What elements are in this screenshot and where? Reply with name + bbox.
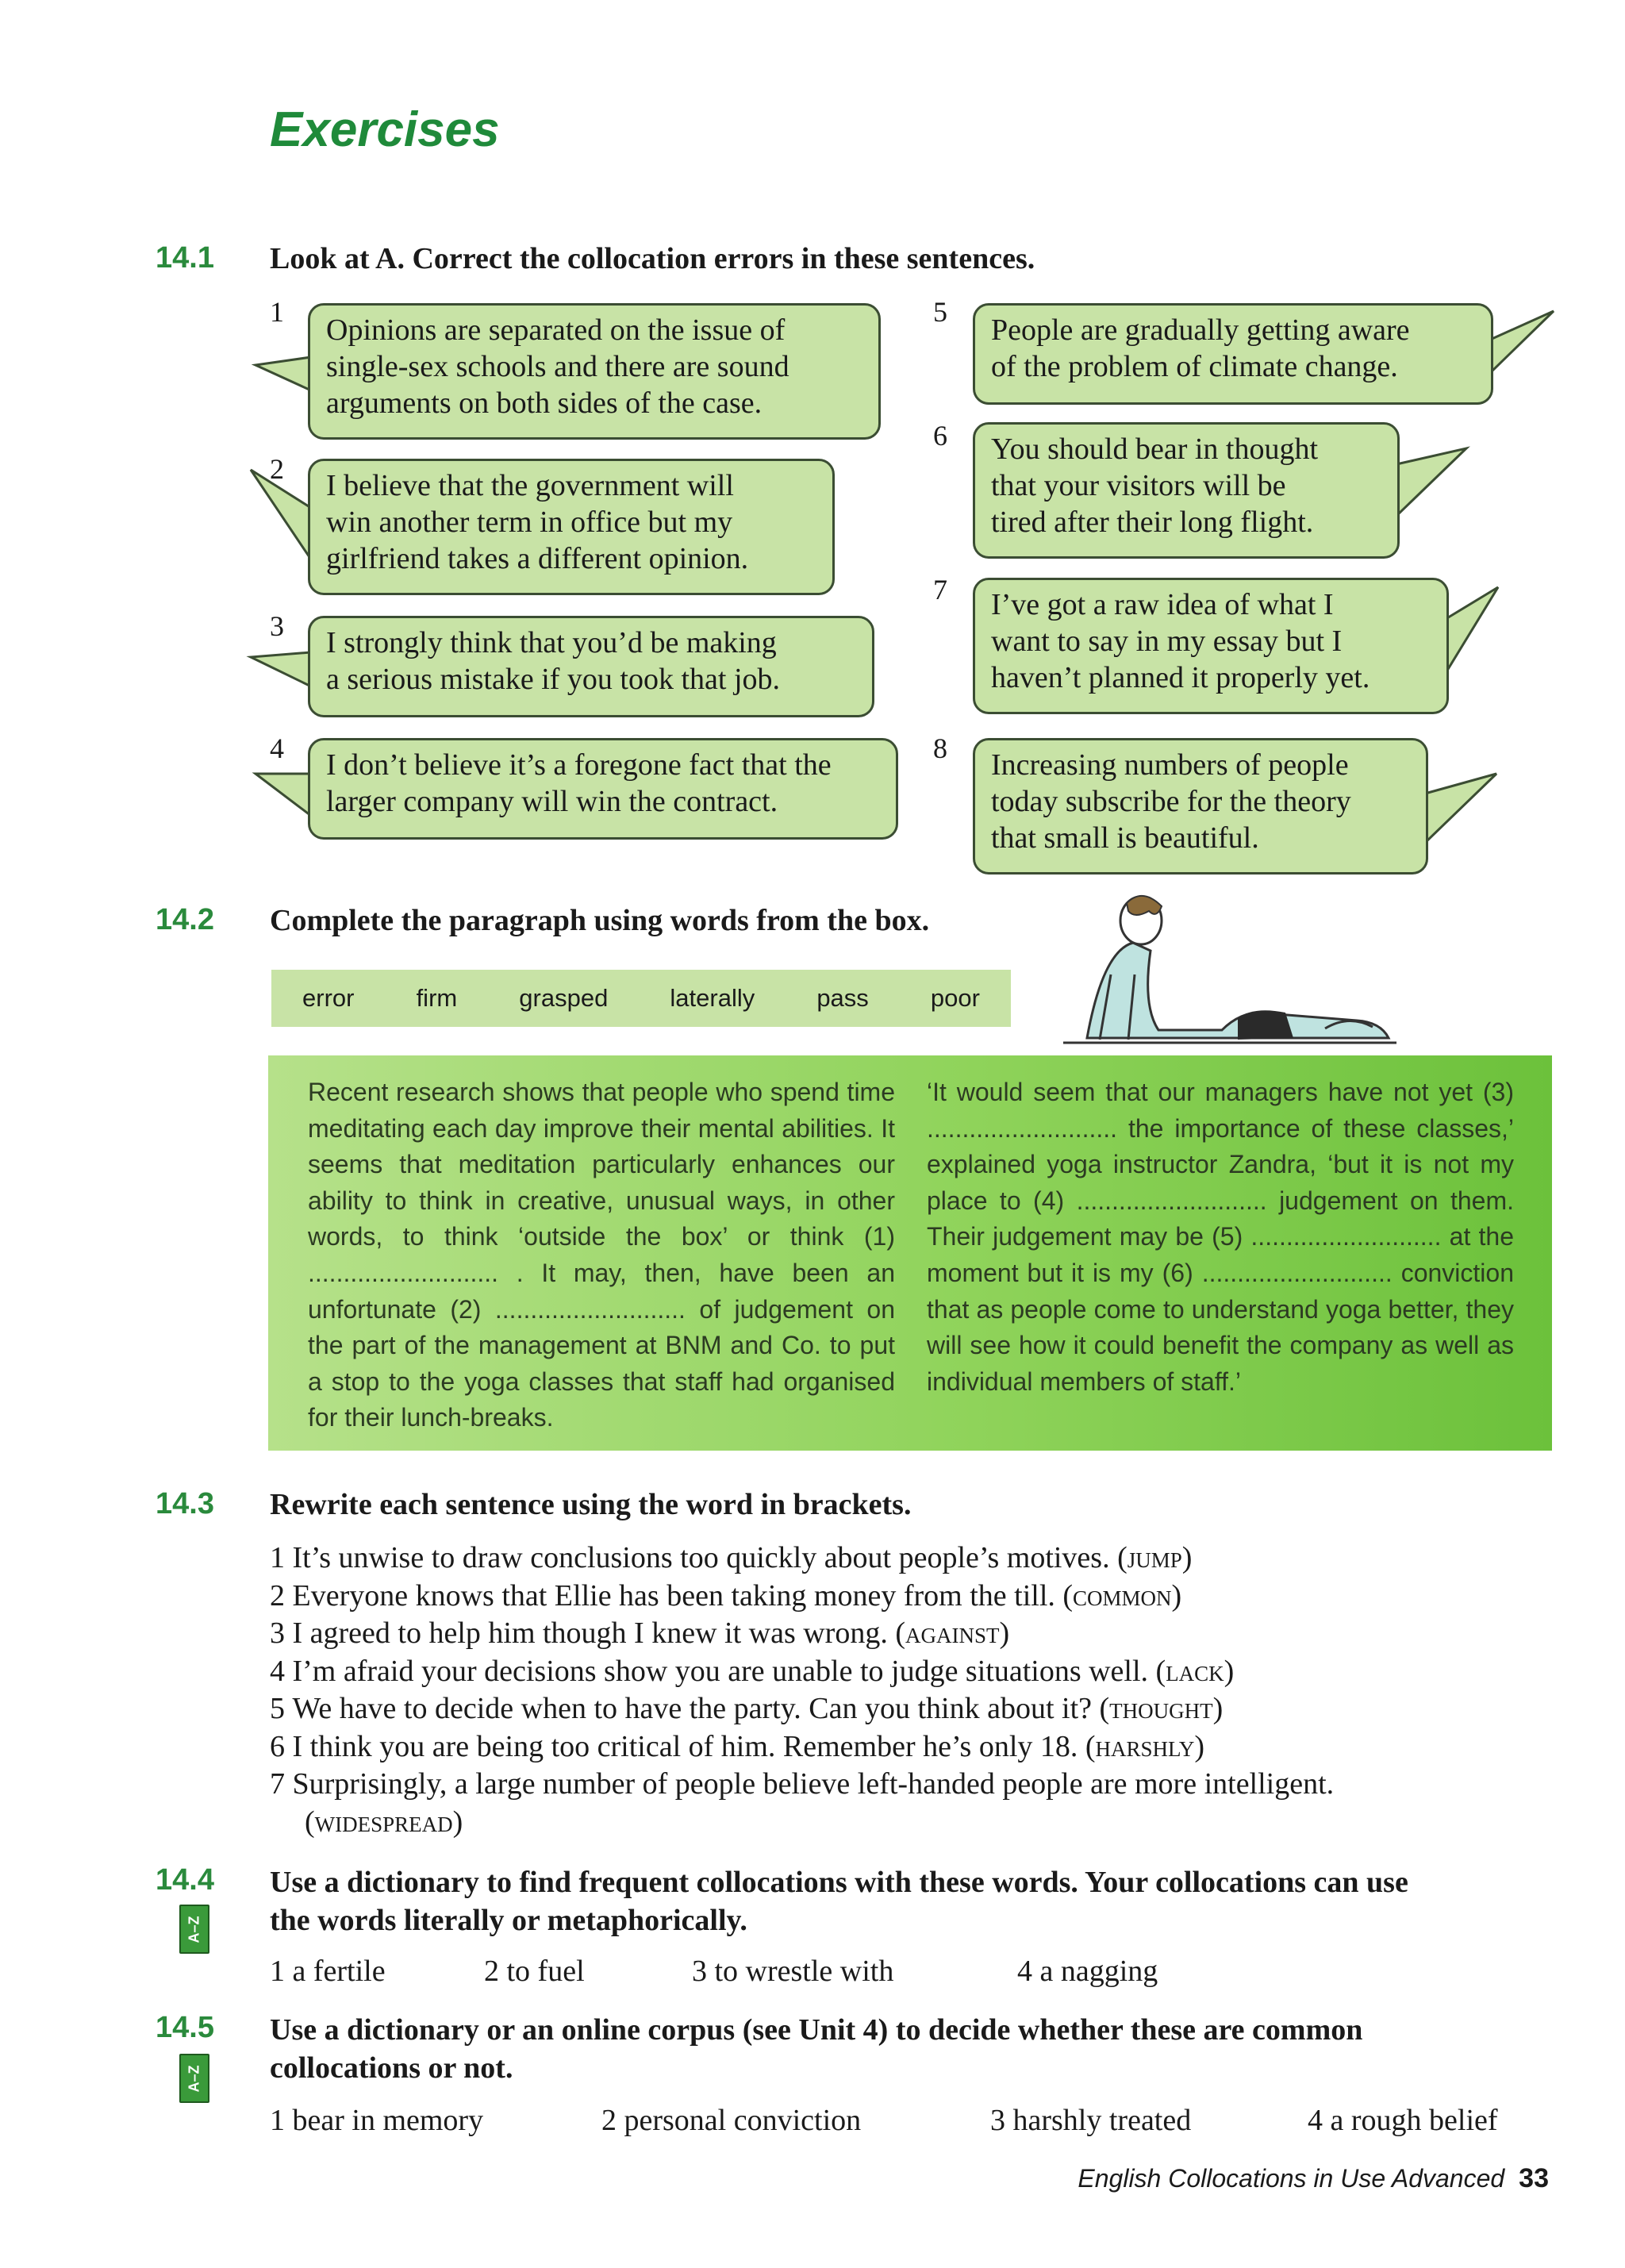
bubble-tail-7 xyxy=(1446,587,1498,673)
speech-bubble-5 xyxy=(973,303,1493,405)
bubble-line: I’ve got a raw idea of what I xyxy=(991,588,1334,621)
word-box-item: error xyxy=(302,984,355,1012)
item-number: 6 xyxy=(933,420,947,452)
dictionary-book-icon: A–Z xyxy=(179,2054,209,2103)
item-number: 7 xyxy=(933,574,947,605)
bubble-tail-8 xyxy=(1425,774,1496,843)
reading-panel xyxy=(268,1055,1552,1451)
speech-bubble-2 xyxy=(308,459,835,595)
bubble-line: haven’t planned it properly yet. xyxy=(991,661,1370,694)
options-row xyxy=(270,1954,1158,1989)
bubble-line: that your visitors will be xyxy=(991,469,1286,502)
item-number: 1 xyxy=(270,296,284,328)
list-item: 5 We have to decide when to have the party. Can you think about it? (thought) xyxy=(270,1692,1224,1725)
bubble-tail-6 xyxy=(1396,448,1466,516)
paragraph-left: Recent research shows that people who spend time meditating each day improve their mental abilities. It seems that meditation particularly enhances our ability to think in creative, unusual ways, in other words, to think ‘outside the box’ or think (1) ........................... . It may, then, have been an unfortunate (2) ........................... of judgement on the part of the management at BNM and Co. to put a stop to the yoga classes that staff had organised for their lunch-breaks. xyxy=(308,1078,895,1432)
exercise-number: 14.2 xyxy=(156,903,214,936)
dictionary-book-icon: A–Z xyxy=(179,1905,209,1954)
list-item-continued: (widespread) xyxy=(305,1805,463,1839)
exercise-instruction: Look at A. Correct the collocation errors in these sentences. xyxy=(270,242,1035,275)
bubble-line: single-sex schools and there are sound xyxy=(326,350,789,383)
bubble-line: today subscribe for the theory xyxy=(991,785,1351,818)
bubble-line: You should bear in thought xyxy=(991,432,1319,466)
option-item: 2 personal conviction xyxy=(601,2104,862,2137)
exercise-number: 14.1 xyxy=(156,241,214,275)
speech-bubble-4 xyxy=(308,738,898,840)
book-title: English Collocations in Use Advanced xyxy=(1078,2164,1505,2193)
option-item: 1 a fertile xyxy=(270,1955,386,1988)
page-footer xyxy=(1078,2163,1549,2194)
bubble-line: larger company will win the contract. xyxy=(326,785,778,818)
item-number: 2 xyxy=(270,453,284,485)
speech-bubble-7 xyxy=(973,578,1449,714)
word-box-item: grasped xyxy=(519,984,609,1012)
speech-bubble-6 xyxy=(973,422,1400,559)
bubble-line: arguments on both sides of the case. xyxy=(326,386,763,420)
bubble-line: Opinions are separated on the issue of xyxy=(326,313,786,347)
word-box-item: pass xyxy=(816,984,869,1012)
exercise-instruction: Rewrite each sentence using the word in brackets. xyxy=(270,1488,912,1521)
item-number: 4 xyxy=(270,732,284,764)
word-box-item: poor xyxy=(930,984,980,1012)
item-number: 5 xyxy=(933,296,947,328)
sentence-list xyxy=(270,1540,1334,1841)
option-item: 1 bear in memory xyxy=(270,2104,484,2137)
exercise-number: 14.5 xyxy=(156,2011,214,2044)
exercise-number: 14.3 xyxy=(156,1487,214,1520)
option-item: 3 harshly treated xyxy=(990,2104,1192,2137)
list-item: 3 I agreed to help him though I knew it was wrong. (against) xyxy=(270,1616,1010,1650)
bubble-line: I don’t believe it’s a foregone fact that the xyxy=(326,748,832,782)
bubble-tail-1 xyxy=(255,357,311,390)
speech-bubble-8 xyxy=(973,738,1428,875)
exercise-instruction: Use a dictionary to find frequent collocations with these words. Your collocations can use the words literally or metaphorically. xyxy=(270,1866,1408,1937)
exercise-instruction: Complete the paragraph using words from the box. xyxy=(270,904,930,937)
exercise-number: 14.4 xyxy=(156,1863,214,1897)
speech-bubble-3 xyxy=(308,616,874,717)
bubble-line: win another term in office but my xyxy=(326,505,733,539)
option-item: 3 to wrestle with xyxy=(692,1955,894,1988)
bubble-line: a serious mistake if you took that job. xyxy=(326,663,781,696)
option-item: 4 a nagging xyxy=(1017,1955,1158,1988)
page-number: 33 xyxy=(1519,2163,1549,2193)
page-title: Exercises xyxy=(270,102,500,157)
bubble-line: tired after their long flight. xyxy=(991,505,1314,539)
bubble-line: I strongly think that you’d be making xyxy=(326,626,777,659)
options-row xyxy=(270,2103,1498,2138)
option-item: 4 a rough belief xyxy=(1308,2104,1498,2137)
speech-bubble-1 xyxy=(308,303,881,440)
paragraph-right: ‘It would seem that our managers have not yet (3) ........................... the importance of these classes,’ explained yoga instructor Zandra, ‘but it is not my place to (4) ........................... judgement on them. Their judgement may be (5) ........................... at the moment but it is my (6) ........................... conviction that as people come to understand yoga better, they will see how it could benefit the company as well as individual members of staff.’ xyxy=(927,1078,1514,1396)
bubble-tail-4 xyxy=(255,774,311,816)
exercise-instruction: Use a dictionary or an online corpus (see Unit 4) to decide whether these are common collocations or not. xyxy=(270,2013,1363,2085)
list-item: 2 Everyone knows that Ellie has been taking money from the till. (common) xyxy=(270,1578,1182,1613)
bubble-tail-5 xyxy=(1490,311,1554,373)
list-item: 4 I’m afraid your decisions show you are unable to judge situations well. (lack) xyxy=(270,1654,1235,1688)
bubble-line: want to say in my essay but I xyxy=(991,625,1343,658)
bubble-line: that small is beautiful. xyxy=(991,821,1259,855)
bubble-line: People are gradually getting aware xyxy=(991,313,1410,347)
yoga-woman-illustration xyxy=(1055,887,1404,1054)
option-item: 2 to fuel xyxy=(484,1955,585,1988)
word-box xyxy=(271,970,1011,1027)
word-box-item: laterally xyxy=(670,984,755,1012)
word-box-item: firm xyxy=(416,984,458,1012)
bubble-line: I believe that the government will xyxy=(326,469,734,502)
list-item: 6 I think you are being too critical of him. Remember he’s only 18. (harshly) xyxy=(270,1729,1204,1763)
list-item: 1 It’s unwise to draw conclusions too quickly about people’s motives. (jump) xyxy=(270,1541,1193,1574)
bubble-tail-3 xyxy=(251,652,311,686)
bubble-line: of the problem of climate change. xyxy=(991,350,1398,383)
item-number: 8 xyxy=(933,732,947,764)
bubble-line: girlfriend takes a different opinion. xyxy=(326,542,749,575)
list-item: 7 Surprisingly, a large number of people believe left-handed people are more intelligent. xyxy=(270,1767,1335,1801)
bubble-line: Increasing numbers of people xyxy=(991,748,1349,782)
item-number: 3 xyxy=(270,610,284,642)
